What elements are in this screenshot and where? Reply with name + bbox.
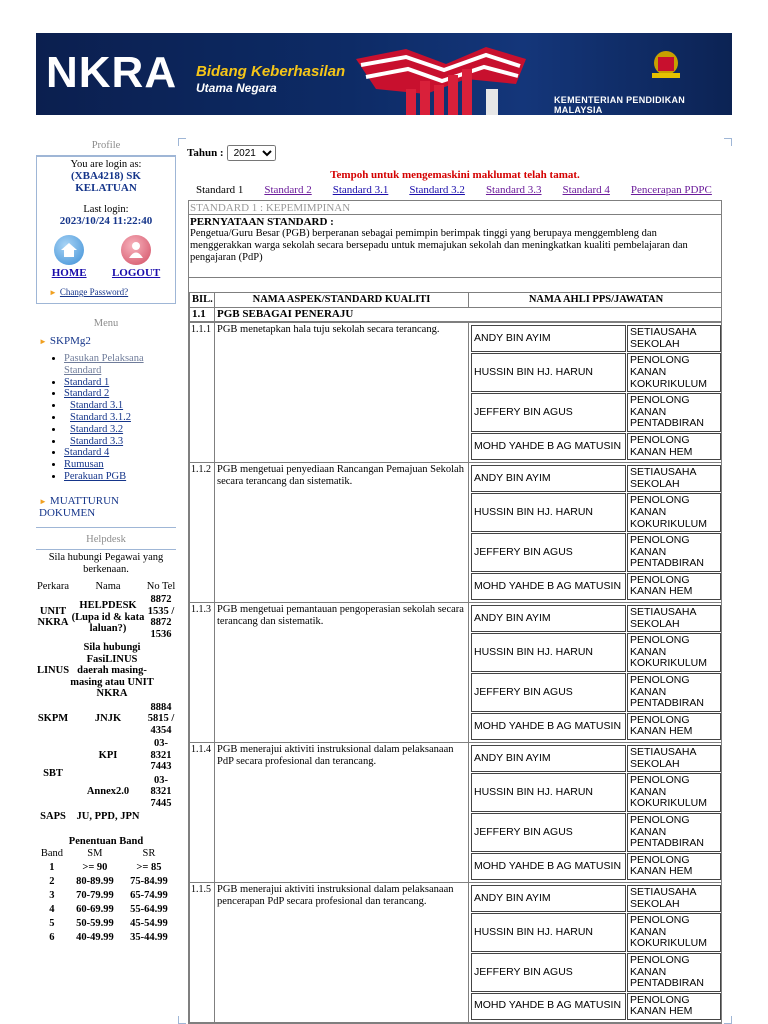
ahli-cell — [469, 323, 723, 463]
ahli-table — [470, 324, 722, 461]
table-row — [36, 875, 176, 889]
ahli-row — [471, 993, 721, 1020]
menu-item — [64, 459, 176, 471]
ahli-table — [470, 464, 722, 601]
home-link[interactable]: HOME — [51, 267, 87, 279]
cell: >= 90 — [82, 861, 108, 873]
helpdesk-note: Sila hubungi Pegawai yang berkenaan. — [48, 551, 164, 575]
logout-user-icon[interactable] — [121, 235, 151, 265]
table-row — [36, 931, 176, 945]
ahli-name: MOHD YAHDE B AG MATUSIN — [471, 853, 626, 880]
ahli-role: PENOLONG KANAN PENTADBIRAN — [627, 673, 721, 712]
cell: 70-79.99 — [76, 889, 114, 901]
ahli-role: SETIAUSAHA SEKOLAH — [627, 885, 721, 912]
ahli-name: HUSSIN BIN HJ. HARUN — [471, 913, 626, 952]
ahli-row — [471, 465, 721, 492]
ahli-row — [471, 573, 721, 600]
banner-subtitle-2: Utama Negara — [196, 81, 277, 95]
ahli-role: PENOLONG KANAN KOKURIKULUM — [627, 773, 721, 812]
menu-item — [64, 388, 176, 400]
header-ahli: NAMA AHLI PPS/JAWATAN — [469, 293, 723, 308]
ahli-row — [471, 813, 721, 852]
table-row — [36, 889, 176, 903]
col-tel: No Tel — [146, 580, 176, 592]
section-number: 1.1 — [190, 307, 215, 322]
left-sidebar — [36, 140, 176, 945]
malaysia-map-flag-graphic — [336, 39, 536, 115]
helpdesk-table — [36, 580, 176, 824]
profile-title: Profile — [91, 140, 121, 151]
profile-box — [36, 155, 176, 304]
year-selector-row — [187, 145, 276, 161]
ahli-row — [471, 913, 721, 952]
last-login-value: 2023/10/24 11:22:40 — [59, 215, 153, 227]
ahli-row — [471, 885, 721, 912]
tab-standard-4[interactable]: Standard 4 — [562, 184, 610, 196]
menu-section — [36, 318, 176, 528]
ministry-label: KEMENTERIAN PENDIDIKAN MALAYSIA — [554, 95, 686, 115]
standard-tabs — [196, 184, 712, 196]
ahli-role: PENOLONG KANAN KOKURIKULUM — [627, 353, 721, 392]
ahli-row — [471, 533, 721, 572]
band-title: Penentuan Band — [68, 835, 144, 847]
cell: 50-59.99 — [76, 917, 114, 929]
ahli-cell — [469, 603, 723, 743]
banner-subtitle-1: Bidang Keberhasilan — [196, 63, 346, 80]
cell-perkara: UNIT NKRA — [37, 605, 69, 629]
cell: 40-49.99 — [76, 931, 114, 943]
header-aspek: NAMA ASPEK/STANDARD KUALITI — [215, 293, 469, 308]
col-perkara: Perkara — [36, 580, 70, 592]
aspek-row — [190, 882, 723, 1022]
ahli-role: PENOLONG KANAN HEM — [627, 573, 721, 600]
cell: 6 — [49, 931, 55, 943]
tab-standard-3-1[interactable]: Standard 3.1 — [332, 184, 389, 196]
cell: 75-84.99 — [130, 875, 168, 887]
menu-link-pasukan[interactable]: Pasukan Pelaksana Standard — [64, 353, 144, 376]
cell-tel: 03-8321 7443 — [150, 738, 172, 773]
menu-item — [64, 447, 176, 459]
cell: 55-64.99 — [130, 903, 168, 915]
ahli-row — [471, 633, 721, 672]
section-row — [190, 307, 723, 322]
ahli-role: PENOLONG KANAN HEM — [627, 853, 721, 880]
table-row — [36, 917, 176, 931]
cell-tel: 8884 5815 / 4354 — [147, 701, 175, 736]
ahli-cell — [469, 743, 723, 883]
helpdesk-title: Helpdesk — [86, 533, 126, 545]
cell: 2 — [49, 875, 55, 887]
table-row — [36, 701, 176, 738]
ahli-row — [471, 673, 721, 712]
ahli-role: PENOLONG KANAN PENTADBIRAN — [627, 813, 721, 852]
ahli-name: HUSSIN BIN HJ. HARUN — [471, 773, 626, 812]
tab-standard-3-3[interactable]: Standard 3.3 — [485, 184, 542, 196]
aspek-number: 1.1.4 — [190, 743, 215, 883]
year-label: Tahun : — [187, 147, 224, 159]
standard-content — [188, 200, 722, 1024]
menu-item — [64, 471, 176, 483]
ahli-name: JEFFERY BIN AGUS — [471, 533, 626, 572]
table-row — [36, 810, 176, 824]
col-nama: Nama — [95, 580, 121, 592]
ahli-name: JEFFERY BIN AGUS — [471, 393, 626, 432]
cell-perkara: SBT — [43, 768, 63, 780]
aspek-table — [189, 292, 722, 322]
cell-perkara: SAPS — [40, 811, 66, 823]
home-icon[interactable] — [54, 235, 84, 265]
ahli-name: JEFFERY BIN AGUS — [471, 813, 626, 852]
ahli-name: ANDY BIN AYIM — [471, 325, 626, 352]
download-documents-link[interactable]: MUATTURUN DOKUMEN — [39, 494, 119, 519]
ahli-role: PENOLONG KANAN PENTADBIRAN — [627, 393, 721, 432]
menu-item — [64, 400, 176, 412]
ahli-row — [471, 393, 721, 432]
menu-link-standard-4[interactable]: Standard 4 — [64, 447, 110, 459]
table-row — [36, 641, 176, 701]
menu-item — [64, 412, 176, 424]
menu-item — [64, 424, 176, 436]
aspek-number: 1.1.2 — [190, 463, 215, 603]
last-login-label: Last login: — [83, 204, 129, 215]
cell-perkara: SKPM — [37, 713, 69, 725]
aspek-text: PGB menerajui aktiviti instruksional dalam pelaksanaan PdP secara profesional dan terancang. — [215, 743, 469, 883]
tab-standard-1[interactable]: Standard 1 — [196, 184, 244, 196]
menu-link-standard-3-1-2[interactable]: Standard 3.1.2 — [70, 411, 131, 423]
ahli-name: MOHD YAHDE B AG MATUSIN — [471, 433, 626, 460]
menu-list — [36, 353, 176, 483]
ahli-table — [470, 604, 722, 741]
menu-link-rumusan[interactable]: Rumusan — [64, 459, 104, 471]
ahli-role: SETIAUSAHA SEKOLAH — [627, 605, 721, 632]
ahli-role: PENOLONG KANAN KOKURIKULUM — [627, 633, 721, 672]
skpmg2-heading[interactable]: SKPMg2 — [49, 335, 91, 347]
aspek-row — [190, 603, 723, 743]
menu-title: Menu — [93, 318, 119, 329]
tab-standard-2[interactable]: Standard 2 — [264, 184, 312, 196]
ahli-name: ANDY BIN AYIM — [471, 605, 626, 632]
ahli-row — [471, 745, 721, 772]
ahli-role: PENOLONG KANAN HEM — [627, 433, 721, 460]
cell: 5 — [49, 917, 55, 929]
menu-link-standard-2[interactable]: Standard 2 — [64, 388, 110, 400]
change-password-link[interactable]: Change Password? — [59, 287, 129, 297]
ahli-row — [471, 773, 721, 812]
cell: 35-44.99 — [130, 931, 168, 943]
ahli-row — [471, 433, 721, 460]
menu-link-standard-3-1[interactable]: Standard 3.1 — [70, 400, 124, 412]
cell: >= 85 — [136, 861, 162, 873]
ahli-role: PENOLONG KANAN PENTADBIRAN — [627, 533, 721, 572]
ahli-name: HUSSIN BIN HJ. HARUN — [471, 633, 626, 672]
ahli-name: ANDY BIN AYIM — [471, 465, 626, 492]
ahli-name: MOHD YAHDE B AG MATUSIN — [471, 573, 626, 600]
header-bil: BIL. — [190, 293, 215, 308]
ahli-table — [470, 884, 722, 1021]
table-row — [36, 903, 176, 917]
ahli-row — [471, 713, 721, 740]
ahli-name: HUSSIN BIN HJ. HARUN — [471, 353, 626, 392]
cell-nama: JU, PPD, JPN — [76, 811, 140, 823]
ahli-role: SETIAUSAHA SEKOLAH — [627, 745, 721, 772]
ahli-name: JEFFERY BIN AGUS — [471, 673, 626, 712]
cell-nama: Annex2.0 — [86, 786, 130, 798]
nkra-logo-text: NKRA — [46, 48, 178, 97]
ahli-name: MOHD YAHDE B AG MATUSIN — [471, 713, 626, 740]
cell-nama: JNJK — [94, 713, 122, 725]
ahli-row — [471, 853, 721, 880]
aspek-number: 1.1.3 — [190, 603, 215, 743]
section-name: PGB SEBAGAI PENERAJU — [215, 307, 723, 322]
tab-standard-3-2[interactable]: Standard 3.2 — [409, 184, 465, 196]
pernyataan-text: Pengetua/Guru Besar (PGB) berperanan sebagai pemimpin berimpak tinggi yang berupaya menggembleng dan menggerakkan warga sekolah secara bersepadu untuk memajukan sekolah dan meningkatkan kualiti pembelajaran dan pengajaran (PdP) — [190, 228, 688, 263]
pernyataan-standard — [189, 215, 721, 278]
aspek-text: PGB menerajui aktiviti instruksional dalam pelaksanaan pencerapan PdP secara profesional dan terancang. — [215, 882, 469, 1022]
menu-item — [64, 436, 176, 448]
cell: 45-54.99 — [130, 917, 168, 929]
pernyataan-title: PERNYATAAN STANDARD : — [190, 216, 334, 228]
standard-title: STANDARD 1 : KEPEMIMPINAN — [189, 201, 721, 215]
aspek-text: PGB menetapkan hala tuju sekolah secara terancang. — [215, 323, 469, 463]
col-band: Band — [40, 847, 64, 859]
divider — [36, 527, 176, 528]
ahli-name: ANDY BIN AYIM — [471, 745, 626, 772]
menu-link-perakuan-pgb[interactable]: Perakuan PGB — [64, 470, 127, 482]
ahli-row — [471, 325, 721, 352]
ahli-role: SETIAUSAHA SEKOLAH — [627, 465, 721, 492]
login-label: You are login as: — [70, 159, 142, 170]
arrow-right-icon: ► — [49, 288, 57, 297]
helpdesk-section — [36, 534, 176, 945]
logout-link[interactable]: LOGOUT — [111, 267, 161, 279]
ahli-role: PENOLONG KANAN KOKURIKULUM — [627, 493, 721, 532]
menu-item — [64, 377, 176, 389]
government-crest-icon — [646, 45, 686, 85]
ahli-role: PENOLONG KANAN HEM — [627, 713, 721, 740]
year-select[interactable] — [227, 145, 276, 161]
cell-tel: 8872 1535 / 8872 1536 — [147, 594, 175, 640]
cell-nama: KPI — [98, 749, 118, 761]
cell-tel: 03-8321 7445 — [150, 774, 172, 809]
cell-nama: Sila hubungi FasiLINUS daerah masing-masing atau UNIT NKRA — [70, 642, 154, 700]
aspek-number: 1.1.1 — [190, 323, 215, 463]
ahli-cell — [469, 882, 723, 1022]
expired-notice: Tempoh untuk mengemaskini maklumat telah tamat. — [330, 169, 580, 181]
school-name: (XBA4218) SK KELATUAN — [71, 170, 141, 194]
ahli-row — [471, 353, 721, 392]
ahli-name: MOHD YAHDE B AG MATUSIN — [471, 993, 626, 1020]
ahli-row — [471, 605, 721, 632]
menu-link-standard-1[interactable]: Standard 1 — [64, 376, 110, 388]
table-row — [36, 861, 176, 875]
menu-link-standard-3-3[interactable]: Standard 3.3 — [70, 435, 124, 447]
band-table — [36, 847, 176, 945]
table-header — [190, 293, 723, 308]
col-sr: SR — [142, 847, 156, 859]
table-row — [36, 737, 176, 774]
ahli-table — [470, 744, 722, 881]
cell-nama: HELPDESK (Lupa id & kata laluan?) — [71, 600, 145, 635]
ahli-cell — [469, 463, 723, 603]
cell: 65-74.99 — [130, 889, 168, 901]
ahli-name: ANDY BIN AYIM — [471, 885, 626, 912]
cell: 80-89.99 — [76, 875, 114, 887]
aspek-text: PGB mengetuai penyediaan Rancangan Pemajuan Sekolah secara terancang dan sistematik. — [215, 463, 469, 603]
ahli-row — [471, 493, 721, 532]
ahli-role: PENOLONG KANAN PENTADBIRAN — [627, 953, 721, 992]
ahli-row — [471, 953, 721, 992]
col-sm: SM — [87, 847, 103, 859]
items-table — [189, 322, 722, 1023]
table-row — [36, 593, 176, 641]
menu-item — [64, 353, 176, 377]
cell: 3 — [49, 889, 55, 901]
cell-perkara: LINUS — [36, 665, 70, 677]
aspek-row — [190, 463, 723, 603]
ahli-role: PENOLONG KANAN HEM — [627, 993, 721, 1020]
cell: 4 — [49, 903, 55, 915]
ahli-name: HUSSIN BIN HJ. HARUN — [471, 493, 626, 532]
arrow-right-icon: ► — [39, 496, 47, 506]
aspek-row — [190, 743, 723, 883]
cell: 60-69.99 — [76, 903, 114, 915]
aspek-number: 1.1.5 — [190, 882, 215, 1022]
aspek-row — [190, 323, 723, 463]
cell: 1 — [49, 861, 55, 873]
aspek-text: PGB mengetuai pemantauan pengoperasian sekolah secara terancang dan sistematik. — [215, 603, 469, 743]
main-panel — [178, 138, 732, 1024]
tab-pencerapan-pdpc[interactable]: Pencerapan PDPC — [630, 184, 712, 196]
ahli-role: SETIAUSAHA SEKOLAH — [627, 325, 721, 352]
arrow-right-icon: ► — [39, 337, 47, 346]
menu-link-standard-3-2[interactable]: Standard 3.2 — [70, 423, 124, 435]
ahli-role: PENOLONG KANAN KOKURIKULUM — [627, 913, 721, 952]
ahli-name: JEFFERY BIN AGUS — [471, 953, 626, 992]
header-banner — [36, 33, 732, 115]
cell-tel — [146, 810, 176, 824]
